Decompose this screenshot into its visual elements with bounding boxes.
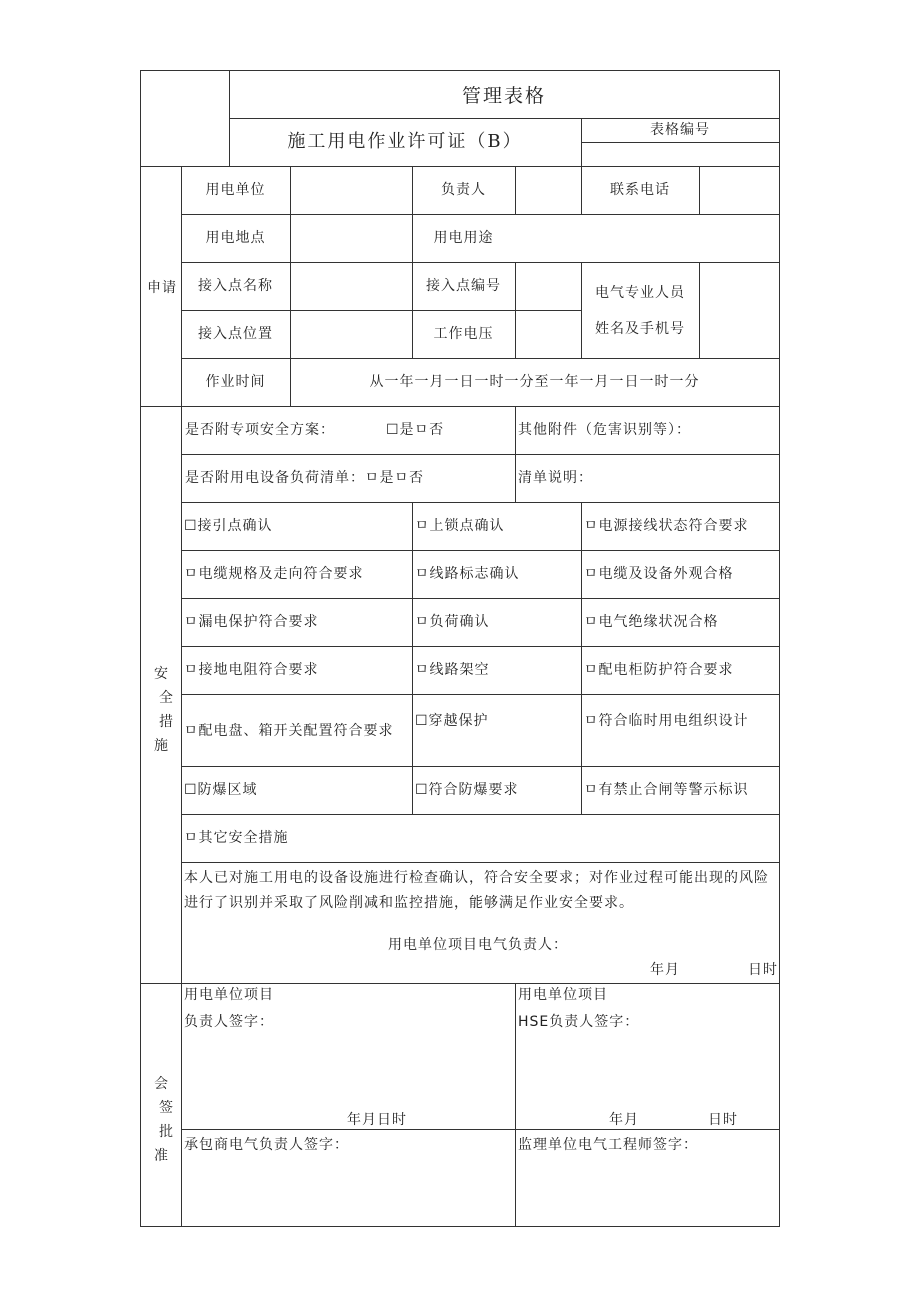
special-plan-options[interactable]: ☐是ㅁ否	[386, 422, 445, 438]
border-bottom	[140, 1226, 780, 1227]
responsible-field[interactable]	[517, 168, 580, 213]
electrician-field[interactable]	[701, 264, 778, 357]
contact-phone-field[interactable]	[701, 168, 778, 213]
working-voltage-field[interactable]	[517, 312, 580, 357]
check-item[interactable]: ㅁ电源接线状态符合要求	[584, 518, 749, 534]
access-point-name-field[interactable]	[292, 264, 411, 309]
app-col-3-bottom	[515, 262, 516, 358]
check-item[interactable]: ☐接引点确认	[184, 518, 273, 534]
check-item[interactable]: ㅁ线路标志确认	[415, 566, 520, 582]
app-col-1	[290, 166, 291, 406]
app-row-2	[181, 262, 779, 263]
safety-row-3	[181, 550, 779, 551]
approval-date-right-day: 日时	[708, 1112, 738, 1128]
contact-phone-label: 联系电话	[610, 182, 670, 198]
app-col-5-bottom	[699, 262, 700, 358]
header-bottom	[140, 166, 780, 167]
app-row-4	[181, 358, 779, 359]
approval-row-1	[181, 1129, 779, 1130]
approval-col-divider	[515, 983, 516, 1227]
application-section-label: 申请	[147, 280, 177, 296]
check-item[interactable]: ㅁ上锁点确认	[415, 518, 505, 534]
check-item[interactable]: ㅁ配电柜防护符合要求	[584, 662, 734, 678]
electrician-label-line2: 姓名及手机号	[595, 321, 685, 337]
check-item[interactable]: ㅁ接地电阻符合要求	[184, 662, 319, 678]
power-usage-label: 用电用途	[433, 230, 494, 246]
app-col-3-top	[515, 166, 516, 214]
border-top	[140, 70, 780, 71]
permit-title: 施工用电作业许可证（B）	[287, 131, 523, 152]
hse-signature-field[interactable]	[517, 1036, 777, 1108]
safety-declaration: 本人已对施工用电的设备设施进行检查确认，符合安全要求；对作业过程可能出现的风险进行了识别并采取了风险削减和监控措施，能够满足作业安全要求。	[184, 870, 769, 911]
check-item[interactable]: ㅁ符合临时用电组织设计	[584, 713, 749, 729]
safety-row-1	[181, 454, 779, 455]
access-point-number-label: 接入点编号	[426, 278, 501, 294]
responsible-label: 负责人	[441, 182, 486, 198]
app-col-5-top	[699, 166, 700, 214]
safety-date-day: 日时	[748, 962, 778, 978]
other-measures-check[interactable]: ㅁ其它安全措施	[184, 830, 289, 846]
form-number-field[interactable]	[583, 144, 778, 165]
check-item[interactable]: ㅁ电缆及设备外观合格	[584, 566, 734, 582]
approval-date-left: 年月日时	[347, 1112, 407, 1128]
other-attachments-label: 其他附件（危害识别等）：	[518, 422, 691, 438]
safety-row-2	[181, 502, 779, 503]
app-col-4-bottom	[581, 262, 582, 358]
power-location-label: 用电地点	[205, 230, 266, 246]
contractor-signature-field[interactable]	[183, 1158, 513, 1224]
app-row-3	[181, 310, 581, 311]
form-number-label: 表格编号	[650, 122, 710, 138]
check-item[interactable]: ☐穿越保护	[415, 713, 489, 729]
working-voltage-label: 工作电压	[433, 326, 494, 342]
safety-col-top	[515, 406, 516, 502]
supervisor-signature-field[interactable]	[517, 1158, 777, 1224]
access-point-name-label: 接入点名称	[198, 278, 273, 294]
safety-row-6	[181, 694, 779, 695]
access-point-number-field[interactable]	[517, 264, 580, 309]
approval-date-right-month: 年月	[609, 1112, 639, 1128]
contractor-sign-label: 承包商电气负责人签字：	[184, 1137, 349, 1153]
power-unit-label: 用电单位	[205, 182, 266, 198]
check-item[interactable]: ㅁ漏电保护符合要求	[184, 614, 319, 630]
check-item[interactable]: ㅁ电气绝缘状况合格	[584, 614, 719, 630]
border-right	[779, 70, 780, 1227]
hse-sign-line1: 用电单位项目	[518, 987, 608, 1003]
approval-section-label: 会 签 批 准	[154, 1076, 173, 1164]
load-list-question[interactable]: 是否附用电设备负荷清单：ㅁ是ㅁ否	[185, 470, 425, 486]
power-unit-field[interactable]	[292, 168, 411, 213]
supervisor-sign-label: 监理单位电气工程师签字：	[518, 1137, 698, 1153]
special-plan-question: 是否附专项安全方案：	[185, 422, 335, 438]
safety-row-8	[181, 814, 779, 815]
safety-row-5	[181, 646, 779, 647]
electrical-signer-label: 用电单位项目电气负责人：	[388, 937, 568, 953]
power-usage-field[interactable]	[517, 216, 778, 261]
check-item[interactable]: ㅁ负荷确认	[415, 614, 490, 630]
work-time-label: 作业时间	[205, 374, 266, 390]
safety-row-9	[181, 862, 779, 863]
power-location-field[interactable]	[292, 216, 411, 261]
safety-check-col-1	[412, 502, 413, 814]
check-item[interactable]: ㅁ有禁止合闸等警示标识	[584, 782, 749, 798]
safety-bottom	[140, 983, 780, 984]
safety-row-4	[181, 598, 779, 599]
list-description-label: 清单说明：	[518, 470, 593, 486]
border-left	[140, 70, 141, 1227]
check-item[interactable]: ☐防爆区域	[184, 782, 258, 798]
unit-project-signature-field[interactable]	[183, 1036, 513, 1108]
access-point-position-label: 接入点位置	[198, 326, 273, 342]
management-title: 管理表格	[461, 85, 546, 107]
unit-project-sign-line1: 用电单位项目	[184, 987, 274, 1003]
check-item[interactable]: ㅁ配电盘、箱开关配置符合要求	[184, 723, 394, 739]
app-bottom	[140, 406, 780, 407]
access-point-position-field[interactable]	[292, 312, 411, 357]
hse-sign-line2: HSE负责人签字：	[518, 1014, 640, 1030]
electrician-label-line1: 电气专业人员	[595, 285, 685, 301]
header-number-line	[581, 142, 779, 143]
check-item[interactable]: ☐符合防爆要求	[415, 782, 519, 798]
safety-check-col-2	[581, 502, 582, 814]
check-item[interactable]: ㅁ线路架空	[415, 662, 490, 678]
work-time-value[interactable]: 从一年一月一日一时一分至一年一月一日一时一分	[369, 374, 700, 390]
app-row-1	[181, 214, 779, 215]
safety-section-label: 安 全 措 施	[154, 666, 173, 754]
check-item[interactable]: ㅁ电缆规格及走向符合要求	[184, 566, 364, 582]
header-line	[229, 118, 779, 119]
safety-date-month: 年月	[650, 962, 680, 978]
safety-row-7	[181, 766, 779, 767]
unit-project-sign-line2: 负责人签字：	[184, 1014, 274, 1030]
